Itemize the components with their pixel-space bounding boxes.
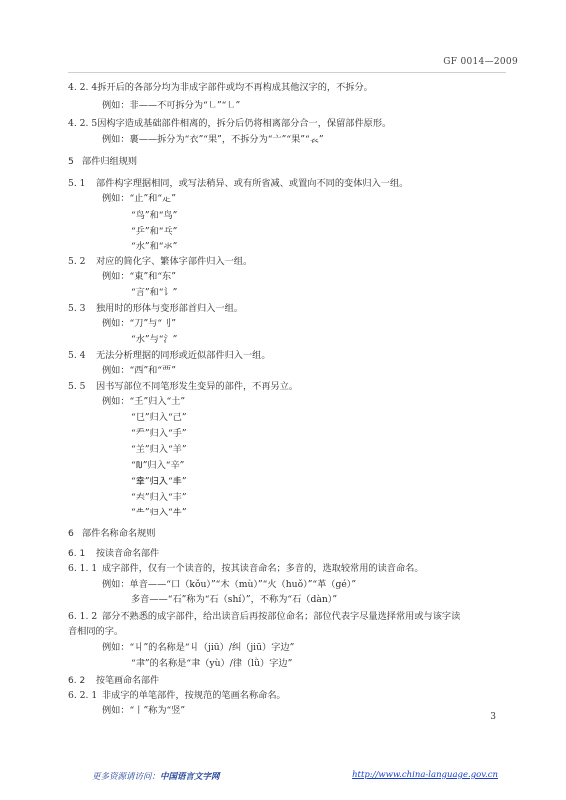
example-line: 例如：裹——拆分为“衣”“果”，不拆分为“亠”“果”“𧘇” bbox=[102, 134, 324, 145]
example-line: “𖬐”归入“辛” bbox=[131, 460, 185, 471]
example-line: “𠂒”归入“牛” bbox=[131, 507, 187, 518]
clause-5-5 bbox=[68, 381, 298, 393]
clause-6-2-1 bbox=[68, 690, 286, 702]
example-line: “鸟”和“鸟” bbox=[131, 210, 178, 221]
clause-number: 5. 2 bbox=[68, 256, 86, 267]
clause-number: 4. 2. 4 bbox=[68, 82, 98, 93]
example-line: 例如：“丩”的名称是“丩（jiū）/纠（jiū）字边” bbox=[102, 642, 295, 653]
subsection-title: 按读音命名部件 bbox=[96, 549, 160, 559]
clause-text: 部件构字理据相同，或写法稍异、或有所省减、或置向不同的变体归入一组。 bbox=[96, 178, 409, 189]
example-line: 多音——“石”称为“石（shí）”，不称为“石（dàn）” bbox=[131, 594, 338, 605]
clause-number: 5. 4 bbox=[68, 350, 86, 361]
example-line: “𦍌”归入“羊” bbox=[131, 444, 187, 455]
clause-number: 6. 1. 2 bbox=[68, 611, 98, 622]
clause-6-1-1 bbox=[68, 563, 424, 575]
section-number: 6 bbox=[68, 528, 74, 539]
footer-prefix: 更多资源请访问： bbox=[92, 772, 161, 782]
example-line: 例如：“東”和“东” bbox=[102, 271, 176, 282]
clause-4-2-4 bbox=[68, 82, 373, 94]
clause-text: 独用时的形体与变形部首归入一组。 bbox=[96, 303, 243, 314]
section-title: 部件名称命名规则 bbox=[82, 528, 156, 539]
example-line: “水”与“氵” bbox=[131, 334, 178, 345]
clause-number: 6. 1. 1 bbox=[68, 563, 98, 574]
clause-6-1-2 bbox=[68, 611, 460, 623]
clause-5-2 bbox=[68, 256, 252, 268]
page-number: 3 bbox=[490, 712, 496, 722]
clause-text: 成字部件，仅有一个读音的，按其读音命名；多音的，选取较常用的读音命名。 bbox=[102, 563, 424, 574]
subsection-number: 6. 2 bbox=[68, 676, 86, 686]
header-rule bbox=[68, 72, 506, 73]
clause-text: 部分不熟悉的成字部件，给出读音后再按部位命名；部位代表字尽量选择常用或与该字读 bbox=[102, 611, 461, 622]
example-line: “乒”和“乓” bbox=[131, 226, 178, 237]
section-number: 5 bbox=[68, 156, 74, 167]
example-line: “𡗗”归入“丰” bbox=[131, 492, 187, 503]
footer-resource-note bbox=[92, 770, 220, 782]
subsection-title: 按笔画命名部件 bbox=[96, 676, 160, 686]
example-line: “聿”的名称是“聿（yù）/律（lǜ）字边” bbox=[131, 658, 293, 669]
clause-5-4 bbox=[68, 350, 271, 362]
example-line: 例如：非——不可拆分为“㇗”“㇗” bbox=[102, 100, 241, 111]
example-line: “𦍒”归入“丰” bbox=[131, 476, 187, 487]
clause-number: 5. 3 bbox=[68, 303, 86, 314]
example-line: 例如：“𡈼”归入“土” bbox=[102, 396, 186, 407]
clause-text: 拆开后的各部分均为非成字部件或均不再构成其他汉字的，不拆分。 bbox=[97, 82, 373, 93]
footer-org-name: 中国语言文字网 bbox=[160, 772, 220, 782]
example-line: 例如：“刀”与“刂” bbox=[102, 318, 176, 329]
example-line: 例如：单音——“口（kǒu）”“木（mù）”“火（huǒ）”“革（gé）” bbox=[102, 579, 357, 590]
clause-number: 5. 5 bbox=[68, 381, 86, 392]
clause-text: 因书写部位不同笔形发生变异的部件，不再另立。 bbox=[96, 381, 299, 392]
subsection-number: 6. 1 bbox=[68, 549, 86, 559]
example-line: “水”和“氺” bbox=[131, 241, 178, 252]
example-line: “龵”归入“手” bbox=[131, 428, 187, 439]
clause-5-3 bbox=[68, 303, 243, 315]
section-heading-5 bbox=[68, 156, 137, 168]
section-heading-6 bbox=[68, 528, 156, 540]
section-title: 部件归组规则 bbox=[82, 156, 138, 167]
example-line: 例如：“止”和“龰” bbox=[102, 193, 176, 204]
example-line: 例如：“丨”称为“竖” bbox=[102, 705, 186, 716]
clause-4-2-5 bbox=[68, 118, 391, 130]
clause-5-1 bbox=[68, 178, 408, 190]
subsection-heading-6-1 bbox=[68, 548, 159, 560]
clause-number: 4. 2. 5 bbox=[68, 118, 98, 129]
footer-url-link[interactable]: http://www.china-language.gov.cn bbox=[352, 770, 498, 780]
clause-text: 无法分析理据的同形或近似部件归入一组。 bbox=[96, 350, 271, 361]
clause-number: 6. 2. 1 bbox=[68, 690, 98, 701]
example-line: “言”和“讠” bbox=[131, 287, 178, 298]
clause-continuation: 音相同的字。 bbox=[68, 626, 124, 637]
clause-text: 非成字的单笔部件，按规范的笔画名称命名。 bbox=[102, 690, 286, 701]
clause-text: 对应的简化字、繁体字部件归入一组。 bbox=[96, 256, 253, 267]
example-line: “㔾”归入“己” bbox=[131, 412, 187, 423]
subsection-heading-6-2 bbox=[68, 675, 159, 687]
clause-text: 因构字造成基础部件相离的，拆分后仍将相离部分合一，保留部件原形。 bbox=[97, 118, 392, 129]
example-line: 例如：“西”和“覀” bbox=[102, 365, 176, 376]
clause-number: 5. 1 bbox=[68, 178, 86, 189]
standard-code: GF 0014—2009 bbox=[443, 57, 518, 67]
